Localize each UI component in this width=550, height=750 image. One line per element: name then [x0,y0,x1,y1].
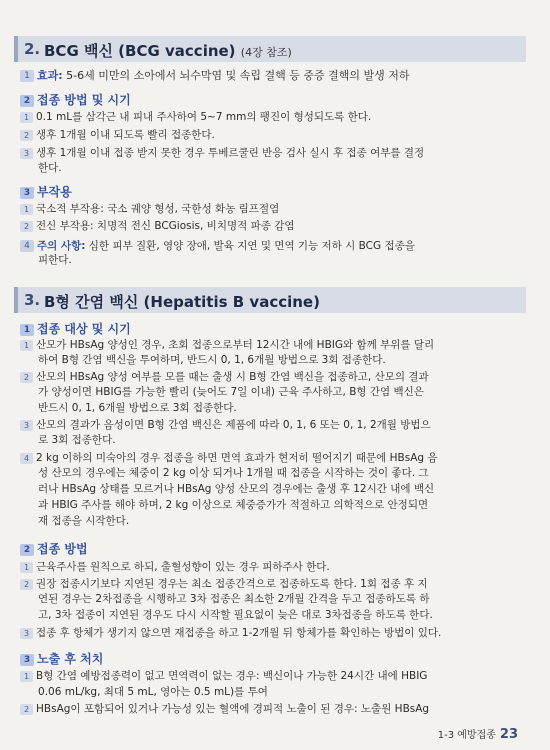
list-item-continuation: 연된 경우는 2차접종을 시행하고 3차 접종은 최소한 2개월 간격을 두고 접종하도록 하 [38,593,430,605]
list-item-continuation: 하여 B형 간염 백신을 투여하며, 반드시 0, 1, 6개월 방법으로 3회 접종한다. [38,354,386,366]
section-title: BCG 백신 (BCG vaccine) (4장 참조) [44,42,292,60]
list-item: 3 생후 1개월 이내 접종 받지 못한 경우 투베르쿨린 반응 검사 실시 후 접종 여부를 결정 [20,147,424,160]
section-number: 2. [24,40,41,58]
effect-line: 1 효과: 5-6세 미만의 소아에서 뇌수막염 및 속립 결핵 등 중증 결핵의 발생 저하 [20,69,410,83]
list-item: 2 생후 1개월 이내 되도록 빨리 접종한다. [20,129,215,142]
list-item-continuation: 고, 3차 접종이 지연된 경우도 다시 시작할 필요없이 늦은 대로 3차접종을 하도록 한다. [38,609,433,621]
list-item: 2 권장 접종시기보다 지연된 경우는 최소 접종간격으로 접종하도록 한다. 1회 접종 후 지 [20,578,428,591]
subheading-method: 2 접종 방법 [20,540,88,557]
list-item: 4 2 kg 이하의 미숙아의 경우 접종을 하면 면역 효과가 현저히 떨어지기 때문에 HBsAg 음 [20,452,438,465]
list-item: 2 전신 부작용: 치명적 전신 BCGiosis, 비치명적 파종 감염 [20,220,295,233]
list-item-continuation: 반드시 0, 1, 6개월 방법으로 3회 접종한다. [38,402,237,414]
list-item: 2 HBsAg이 포함되어 있거나 가능성 있는 혈액에 경피적 노출이 된 경우: 노출원 HBsAg [20,703,429,716]
section-number: 3. [24,291,41,309]
list-item-continuation: 재 접종을 시작한다. [38,515,130,527]
list-item-continuation: 과 HBIG 주사를 해야 하며, 2 kg 이상으로 체중증가가 적절하고 의학적으로 안정되면 [38,499,429,511]
caution-continuation: 피한다. [38,254,72,266]
section-header-bcg [14,36,526,62]
list-item-continuation: 성 산모의 경우에는 체중이 2 kg 이상 되거나 1개월 때 접종을 시작하는 것이 좋다. 그 [38,467,429,479]
list-item-continuation: 0.06 mL/kg, 최대 5 mL, 영아는 0.5 mL)를 투여 [38,686,268,698]
list-item: 3 접종 후 항체가 생기지 않으면 재접종을 하고 1-2개월 뒤 항체가를 확인하는 방법이 있다. [20,627,441,640]
subheading-method: 2 접종 방법 및 시기 [20,91,131,108]
caution-line: 4 주의 사항: 심한 피부 질환, 영양 장애, 발육 지연 및 면역 기능 저하 시 BCG 접종을 [20,240,415,253]
subheading-target: 1 접종 대상 및 시기 [20,320,131,337]
section-title: B형 간염 백신 (Hepatitis B vaccine) [44,293,320,311]
page-number: 23 [499,727,518,742]
list-item: 1 0.1 mL를 삼각근 내 피내 주사하여 5~7 mm의 팽진이 형성되도록 한다. [20,111,371,124]
list-item-continuation: 가 양성이면 HBIG를 가능한 빨리 (늦어도 7일 이내) 근육 주사하고, B형 간염 백신은 [38,386,424,398]
footer-section: 1-3 예방접종 [437,730,496,741]
list-item: 1 근육주사를 원칙으로 하되, 출혈성향이 있는 경우 피하주사 한다. [20,561,330,574]
list-item: 2 산모의 HBsAg 양성 여부를 모를 때는 출생 시 B형 간염 백신을 접종하고, 산모의 결과 [20,371,429,384]
list-item: 3 산모의 결과가 음성이면 B형 간염 백신은 제품에 따라 0, 1, 6 또는 0, 1, 2개월 방법으 [20,419,431,432]
list-item-continuation: 러나 HBsAg 상태를 모르거나 HBsAg 양성 산모의 경우에는 출생 후 12시간 내에 백신 [38,483,435,495]
subheading-side-effects: 3 부작용 [20,183,72,200]
list-item-continuation: 로 3회 접종한다. [38,434,116,446]
list-item: 1 국소적 부작용: 국소 궤양 형성, 국한성 화농 림프절염 [20,203,279,216]
section-header-hepb [14,287,526,313]
item-marker: 1 [20,70,34,82]
page-footer [438,726,518,742]
subheading-exposure: 3 노출 후 처치 [20,650,103,667]
list-item-continuation: 한다. [38,162,62,174]
list-item: 1 B형 간염 예방접종력이 없고 면역력이 없는 경우: 백신이나 가능한 24시간 내에 HBIG [20,670,427,683]
list-item: 1 산모가 HBsAg 양성인 경우, 초회 접종으로부터 12시간 내에 HBIG와 함께 부위를 달리 [20,339,434,352]
